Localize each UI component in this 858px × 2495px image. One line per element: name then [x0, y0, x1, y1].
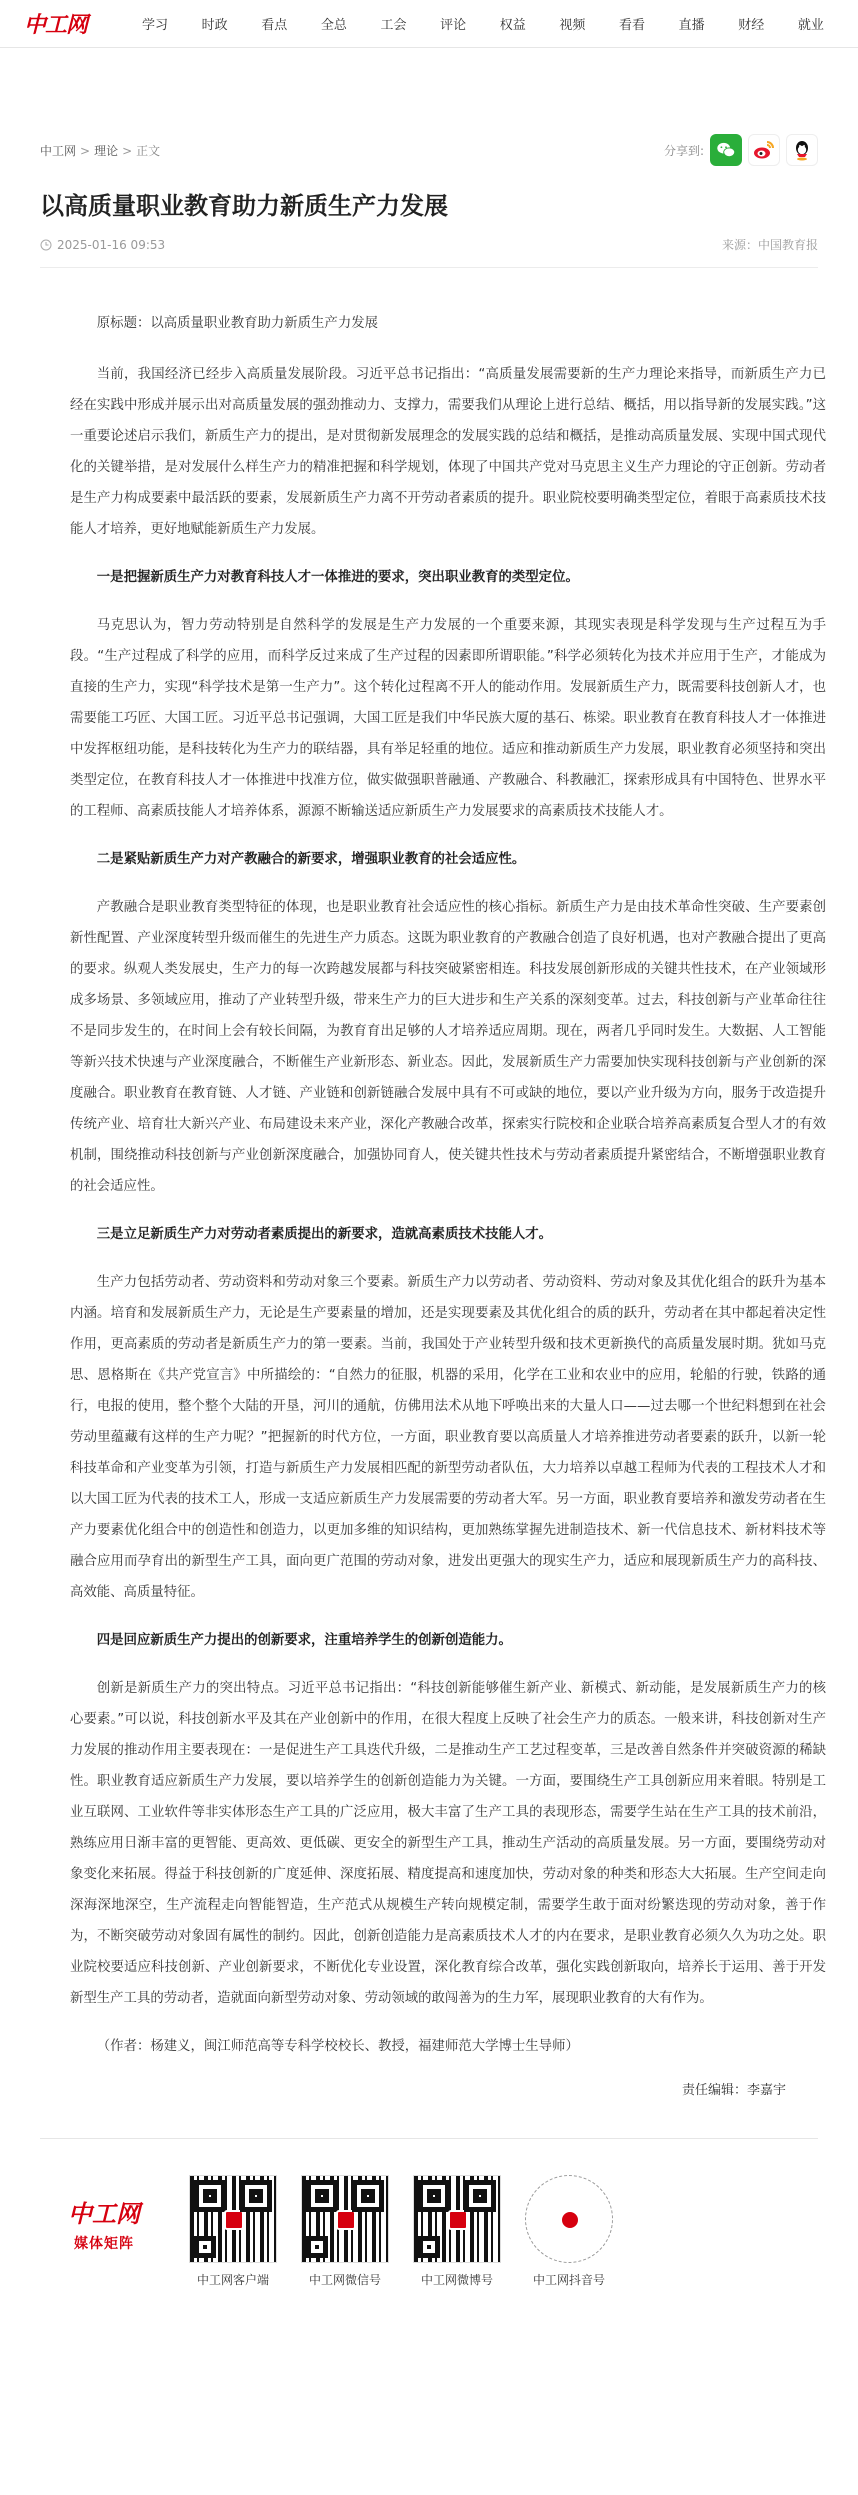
weibo-icon [752, 138, 776, 162]
qr-label-weibo: 中工网微博号 [420, 2273, 493, 2287]
qr-app[interactable] [188, 2175, 278, 2288]
publish-time [40, 236, 165, 253]
breadcrumb-theory[interactable]: 理论 [94, 143, 119, 158]
qr-weibo[interactable] [412, 2175, 502, 2288]
breadcrumb-home[interactable]: 中工网 [40, 143, 77, 158]
qr-code-icon [189, 2175, 277, 2263]
article-paragraph: 创新是新质生产力的突出特点。习近平总书记指出：“科技创新能够催生新产业、新模式、新动能，是发展新质生产力的核心要素。”可以说，科技创新水平及其在产业创新中的作用，在很大程度上反映了社会生产力的质态。一般来讲，科技创新对生产力发展的推动作用主要表现在：一是促进生产工具迭代升级，二是推动生产工艺过程变革，三是改善自然条件并突破资源的稀缺性。职业教育适应新质生产力发展，要以培养学生的创新创造能力为关键。一方面，要围绕生产工具创新应用来着眼。特别是工业互联网、工业软件等非实体形态生产工具的广泛应用，极大丰富了生产工具的表现形态，需要学生站在生产工具的技术前沿，熟练应用日渐丰富的更智能、更高效、更低碳、更安全的新型生产工具，推动生产活动的高质量发展。另一方面，要围绕劳动对象变化来拓展。得益于科技创新的广度延伸、深度拓展、精度提高和速度加快，劳动对象的种类和形态大大拓展。生产空间走向深海深地深空，生产流程走向智能智造，生产范式从规模生产转向规模定制，需要学生敢于面对纷繁迭现的劳动对象，善于作为，不断突破劳动对象固有属性的制约。因此，创新创造能力是高素质技术人才的内在要求，是职业教育必须久久为功之处。职业院校要适应科技创新、产业创新要求，不断优化专业设置，深化教育综合改革，强化实践创新取向，培养长于运用、善于开发新型生产工具的劳动者，造就面向新型劳动对象、劳动领域的敢闯善为的生力军，展现职业教育的大有作为。 [70, 1681, 826, 2006]
share-bar [664, 134, 818, 166]
douyin-code-icon [525, 2175, 613, 2263]
article-paragraph: （作者：杨建义，闽江师范高等专科学校校长、教授，福建师范大学博士生导师） [96, 2039, 579, 2054]
qr-douyin[interactable] [524, 2175, 614, 2288]
wechat-icon [715, 139, 737, 161]
article-paragraphs [40, 359, 826, 2062]
article-source: 来源：中国教育报 [721, 238, 818, 252]
article-title: 以高质量职业教育助力新质生产力发展 [40, 192, 448, 220]
nav-item-rights[interactable]: 权益 [499, 18, 526, 33]
media-matrix [0, 2175, 858, 2288]
site-logo[interactable]: 中工网 [24, 12, 88, 38]
nav-item-look[interactable]: 看看 [619, 18, 646, 33]
breadcrumb-bar [0, 132, 858, 168]
section-heading: 三是立足新质生产力对劳动者素质提出的新要求，造就高素质技术技能人才。 [96, 1227, 553, 1242]
qr-label-app: 中工网客户端 [196, 2273, 269, 2287]
share-weibo-button[interactable] [748, 134, 780, 166]
nav-item-comment[interactable]: 评论 [440, 18, 467, 33]
nav-item-video[interactable]: 视频 [559, 18, 586, 33]
nav-item-finance[interactable]: 财经 [738, 18, 765, 33]
media-logo-bottom: 媒体矩阵 [74, 2235, 134, 2252]
breadcrumb-current: 正文 [136, 143, 161, 158]
share-wechat-button[interactable] [710, 134, 742, 166]
breadcrumb-separator: > [122, 143, 133, 158]
nav-item-study[interactable]: 学习 [142, 18, 169, 33]
article-paragraph: 马克思认为，智力劳动特别是自然科学的发展是生产力发展的一个重要来源，其现实表现是科学发现与生产过程互为手段。“生产过程成了科学的应用，而科学反过来成了生产过程的因素即所谓职能。”科学必须转化为技术并应用于生产，才能成为直接的生产力，实现“科学技术是第一生产力”。这个转化过程离不开人的能动作用。发展新质生产力，既需要科技创新人才，也需要能工巧匠、大国工匠。习近平总书记强调，大国工匠是我们中华民族大厦的基石、栋梁。职业教育在教育科技人才一体推进中发挥枢纽功能，是科技转化为生产力的联结器，具有举足轻重的地位。适应和推动新质生产力发展，职业教育必须坚持和突出类型定位，在教育科技人才一体推进中找准方位，做实做强职普融通、产教融合、科教融汇，探索形成具有中国特色、世界水平的工程师、高素质技能人才培养体系，源源不断输送适应新质生产力发展要求的高素质技术技能人才。 [70, 618, 826, 819]
media-matrix-logo [60, 2175, 148, 2271]
article-paragraph: 产教融合是职业教育类型特征的体现，也是职业教育社会适应性的核心指标。新质生产力是由技术革命性突破、生产要素创新性配置、产业深度转型升级而催生的先进生产力质态。这既为职业教育的产教融合创造了良好机遇，也对产教融合提出了更高的要求。纵观人类发展史，生产力的每一次跨越发展都与科技突破紧密相连。科技发展创新形成的关键共性技术，在产业领域形成多场景、多领域应用，推动了产业转型升级，带来生产力的巨大进步和生产关系的深刻变革。过去，科技创新与产业革命往往不是同步发生的，在时间上会有较长间隔，为教育育出足够的人才培养适应周期。现在，两者几乎同时发生。大数据、人工智能等新兴技术快速与产业深度融合，不断催生产业新形态、新业态。因此，发展新质生产力需要加快实现科技创新与产业创新的深度融合。职业教育在教育链、人才链、产业链和创新链融合发展中具有不可或缺的地位，要以产业升级为方向，服务于改造提升传统产业、培育壮大新兴产业、布局建设未来产业，深化产教融合改革，探索实行院校和企业联合培养高素质复合型人才的有效机制，围绕推动科技创新与产业创新深度融合，加强协同育人，使关键共性技术与劳动者素质提升紧密结合，不断增强职业教育的社会适应性。 [70, 900, 826, 1194]
section-heading: 二是紧贴新质生产力对产教融合的新要求，增强职业教育的社会适应性。 [96, 852, 526, 867]
share-label: 分享到: [663, 143, 704, 158]
main-nav [142, 14, 824, 33]
qr-label-douyin: 中工网抖音号 [532, 2273, 605, 2287]
nav-item-jobs[interactable]: 就业 [797, 18, 824, 33]
article-meta [40, 236, 818, 268]
breadcrumb [40, 142, 160, 159]
article-body [0, 308, 858, 2098]
section-heading: 四是回应新质生产力提出的创新要求，注重培养学生的创新创造能力。 [96, 1633, 512, 1648]
share-qq-button[interactable] [786, 134, 818, 166]
original-title: 原标题：以高质量职业教育助力新质生产力发展 [96, 316, 378, 331]
publish-time-text: 2025-01-16 09:53 [57, 237, 166, 252]
qr-label-wechat: 中工网微信号 [308, 2273, 381, 2287]
media-logo-top: 中工网 [68, 2198, 140, 2228]
breadcrumb-separator: > [80, 143, 91, 158]
nav-item-highlights[interactable]: 看点 [261, 18, 288, 33]
qr-code-icon [413, 2175, 501, 2263]
article-paragraph: 生产力包括劳动者、劳动资料和劳动对象三个要素。新质生产力以劳动者、劳动资料、劳动对象及其优化组合的跃升为基本内涵。培育和发展新质生产力，无论是生产要素量的增加，还是实现要素及其优化组合的质的跃升，劳动者在其中都起着决定性作用，更高素质的劳动者是新质生产力的第一要素。当前，我国处于产业转型升级和技术更新换代的高质量发展时期。犹如马克思、恩格斯在《共产党宣言》中所描绘的：“自然力的征服，机器的采用，化学在工业和农业中的应用，轮船的行驶，铁路的通行，电报的使用，整个整个大陆的开垦，河川的通航，仿佛用法术从地下呼唤出来的大量人口——过去哪一个世纪料想到在社会劳动里蕴藏有这样的生产力呢？”把握新的时代方位，一方面，职业教育要以高质量人才培养推进劳动者要素的跃升，以新一轮科技革命和产业变革为引领，打造与新质生产力发展相匹配的新型劳动者队伍，大力培养以卓越工程师为代表的工程技术人才和以大国工匠为代表的技术工人，形成一支适应新质生产力发展需要的劳动者大军。另一方面，职业教育要培养和激发劳动者在生产力要素优化组合中的创造性和创造力，以更加多维的知识结构，更加熟练掌握先进制造技术、新一代信息技术、新材料技术等融合应用而孕育出的新型生产工具，面向更广范围的劳动对象，进发出更强大的现实生产力，适应和展现新质生产力的高科技、高效能、高质量特征。 [70, 1275, 826, 1600]
footer-divider [40, 2138, 818, 2139]
nav-item-politics[interactable]: 时政 [201, 18, 228, 33]
qr-wechat[interactable] [300, 2175, 390, 2288]
top-navigation [0, 0, 858, 48]
article-paragraph: 当前，我国经济已经步入高质量发展阶段。习近平总书记指出：“高质量发展需要新的生产力理论来指导，而新质生产力已经在实践中形成并展示出对高质量发展的强劲推动力、支撑力，需要我们从理论上进行总结、概括，用以指导新的发展实践。”这一重要论述启示我们，新质生产力的提出，是对贯彻新发展理念的发展实践的总结和概括，是推动高质量发展、实现中国式现代化的关键举措，是对发展什么样生产力的精准把握和科学规划，体现了中国共产党对马克思主义生产力理论的守正创新。劳动者是生产力构成要素中最活跃的要素，发展新质生产力离不开劳动者素质的提升。职业院校要明确类型定位，着眼于高素质技术技能人才培养，更好地赋能新质生产力发展。 [70, 367, 826, 537]
clock-icon [40, 239, 52, 251]
section-heading: 一是把握新质生产力对教育科技人才一体推进的要求，突出职业教育的类型定位。 [96, 570, 579, 585]
nav-item-acftu[interactable]: 全总 [320, 18, 347, 33]
nav-item-live[interactable]: 直播 [678, 18, 705, 33]
qq-icon [790, 138, 814, 162]
qr-code-icon [301, 2175, 389, 2263]
nav-item-union[interactable]: 工会 [380, 18, 407, 33]
responsible-editor: 责任编辑：李嘉宇 [681, 2083, 786, 2098]
